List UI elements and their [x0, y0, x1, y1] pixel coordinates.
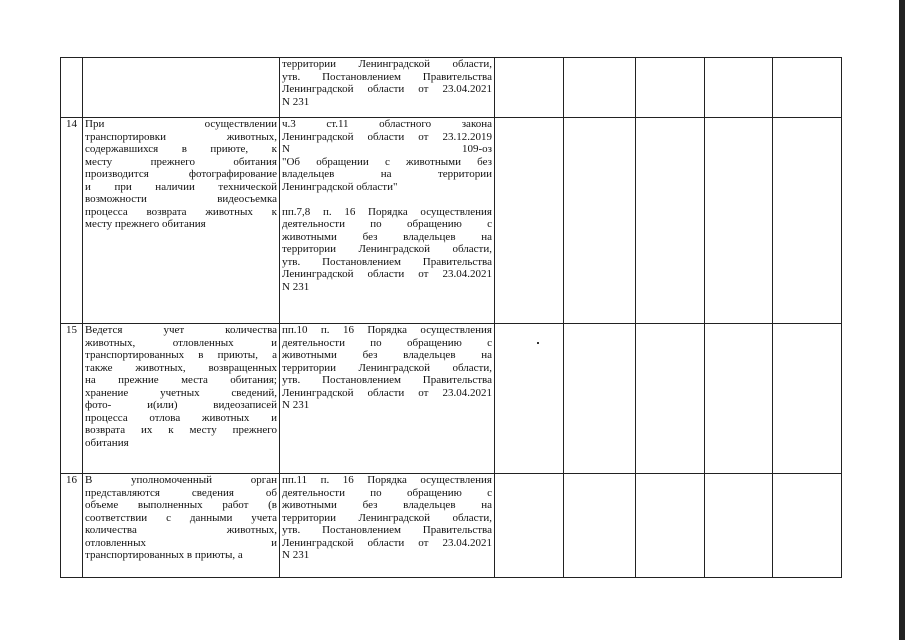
text-line: процесса возврата животных к — [85, 205, 277, 218]
text-line: утв. Постановлением Правительства — [282, 374, 492, 386]
requirement-cell — [83, 118, 280, 324]
text-line: хранение учетных сведений, — [85, 386, 277, 399]
text-line: N 231 — [282, 549, 310, 561]
text-line: территории Ленинградской области, — [282, 361, 492, 374]
text-line: "Об обращении с животными без — [282, 155, 492, 168]
text-line: фото- и(или) видеозаписей — [85, 399, 277, 411]
text-line: территории Ленинградской области, — [282, 58, 492, 70]
text-line: количества животных, — [85, 524, 277, 536]
text-line: N 109-оз — [282, 143, 492, 155]
text-line: территории Ленинградской области, — [282, 511, 492, 524]
text-line: пп.10 п. 16 Порядка осуществления — [282, 324, 492, 336]
requirement-cell — [83, 324, 280, 474]
empty-cell — [495, 324, 564, 474]
text-line: пп.11 п. 16 Порядка осуществления — [282, 474, 492, 486]
text-line: утв. Постановлением Правительства — [282, 524, 492, 536]
text-line: животными без владельцев на — [282, 349, 492, 361]
text-line: N 231 — [282, 95, 310, 108]
text-line: объеме выполненных работ (в — [85, 499, 277, 511]
empty-cell — [705, 324, 773, 474]
text-line: Ленинградской области" — [282, 180, 398, 193]
empty-cell — [705, 118, 773, 324]
empty-cell — [705, 58, 773, 118]
text-line: возврата их к месту прежнего — [85, 424, 277, 436]
text-line: Ленинградской области от 23.04.2021 — [282, 268, 492, 280]
empty-cell — [564, 58, 636, 118]
text-line: также животных, возвращенных — [85, 361, 277, 374]
text-line: и при наличии технической — [85, 180, 277, 193]
text-line: транспортировки животных, — [85, 130, 277, 143]
row-number — [61, 58, 83, 118]
text-line: транспортированных в приюты, а — [85, 349, 277, 361]
legal-basis-part — [282, 118, 492, 193]
text-line: обитания — [85, 436, 129, 449]
text-line: утв. Постановлением Правительства — [282, 70, 492, 83]
text-line: территории Ленинградской области, — [282, 243, 492, 255]
text-line: деятельности по обращению с — [282, 486, 492, 499]
empty-cell — [773, 58, 842, 118]
text-line: на прежние места обитания; — [85, 374, 277, 386]
empty-cell — [636, 324, 705, 474]
text-line: N 231 — [282, 280, 310, 293]
empty-cell — [564, 118, 636, 324]
text-line: N 231 — [282, 399, 310, 411]
text-line: владельцев на территории — [282, 168, 492, 180]
empty-cell — [564, 474, 636, 578]
text-line: представляются сведения об — [85, 486, 277, 499]
text-line: животными без владельцев на — [282, 499, 492, 511]
text-line: Ленинградской области от 23.04.2021 — [282, 83, 492, 95]
text-line: месту прежнего обитания — [85, 218, 206, 230]
empty-cell — [495, 474, 564, 578]
empty-cell — [773, 474, 842, 578]
requirement-cell — [83, 58, 280, 118]
legal-basis-cell — [280, 474, 495, 578]
requirement-cell — [83, 474, 280, 578]
text-line: Ленинградской области от 23.04.2021 — [282, 386, 492, 399]
text-line: животными без владельцев на — [282, 230, 492, 243]
text-line: деятельности по обращению с — [282, 336, 492, 349]
text-line: месту прежнего обитания — [85, 155, 277, 168]
empty-cell — [495, 58, 564, 118]
text-line: производится фотографирование — [85, 168, 277, 180]
empty-cell — [636, 58, 705, 118]
legal-basis-cell — [280, 118, 495, 324]
text-line: Ленинградской области от 23.12.2019 — [282, 130, 492, 143]
text-line: отловленных и — [85, 536, 277, 549]
empty-cell — [495, 118, 564, 324]
text-line: пп.7,8 п. 16 Порядка осуществления — [282, 205, 492, 218]
legal-basis-cell — [280, 324, 495, 474]
text-line: животных, отловленных и — [85, 336, 277, 349]
text-line: При осуществлении — [85, 118, 277, 130]
empty-cell — [636, 118, 705, 324]
text-line: деятельности по обращению с — [282, 218, 492, 230]
text-line: Ведется учет количества — [85, 324, 277, 336]
text-line: соответствии с данными учета — [85, 511, 277, 524]
row-number: 14 — [61, 118, 83, 324]
empty-cell — [636, 474, 705, 578]
empty-cell — [564, 324, 636, 474]
empty-cell — [773, 324, 842, 474]
text-line: транспортированных в приюты, а — [85, 549, 243, 561]
row-number: 15 — [61, 324, 83, 474]
scan-edge — [899, 0, 905, 640]
text-line: В уполномоченный орган — [85, 474, 277, 486]
text-line: Ленинградской области от 23.04.2021 — [282, 536, 492, 549]
table-row — [61, 324, 842, 474]
table-row — [61, 58, 842, 118]
requirements-table — [60, 57, 842, 578]
empty-cell — [705, 474, 773, 578]
text-line: содержавшихся в приюте, к — [85, 143, 277, 155]
text-line: ч.3 ст.11 областного закона — [282, 118, 492, 130]
legal-basis-part — [282, 206, 492, 294]
text-line: возможности видеосъемка — [85, 193, 277, 205]
text-line: утв. Постановлением Правительства — [282, 255, 492, 268]
text-line: процесса отлова животных и — [85, 411, 277, 424]
legal-basis-cell — [280, 58, 495, 118]
empty-cell — [773, 118, 842, 324]
row-number: 16 — [61, 474, 83, 578]
table-row — [61, 118, 842, 324]
table-row — [61, 474, 842, 578]
scan-speck — [537, 342, 539, 344]
